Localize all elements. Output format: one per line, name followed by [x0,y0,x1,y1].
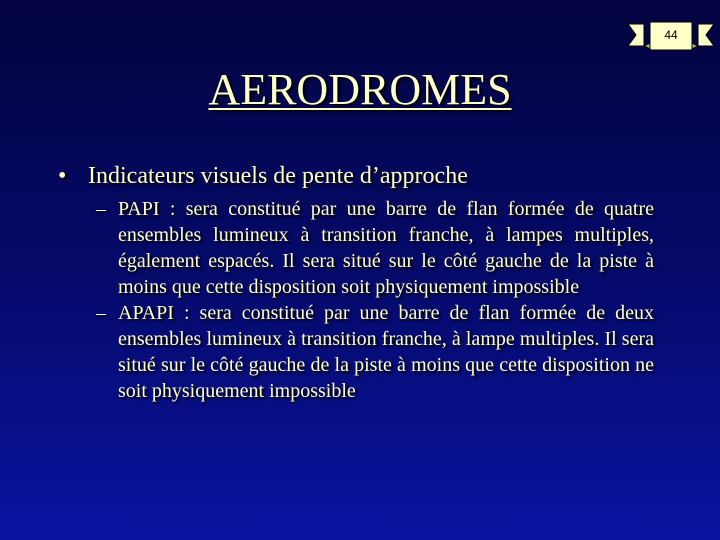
sub-bullet-marker: – [96,302,106,324]
sub-bullet-marker: – [96,198,106,220]
slide-title-text: AERODROMES [208,65,512,114]
slide-title [0,64,720,116]
slide-number: 44 [664,28,678,42]
sub-bullet-apapi [96,300,654,404]
sub-bullet-text: PAPI : sera constitué par une barre de flan formée de quatre ensembles lumineux à transition franche, à lampes multiples, également espacés. Il sera situé sur le côté gauche de la piste à moins que cette disposition soit physiquement impossible [118,198,654,298]
sub-bullet-papi [96,196,654,300]
main-bullet-text: Indicateurs visuels de pente d’approche [88,163,468,189]
sub-bullet-list [96,196,654,404]
main-bullet [58,161,678,191]
sub-bullet-text: APAPI : sera constitué par une barre de flan formée de deux ensembles lumineux à transition franche, à lampe multiples. Il sera situé sur le côté gauche de la piste à moins que cette disposition ne soit physiquement impossible [118,302,654,402]
slide-number-badge [628,14,714,54]
bullet-marker: • [58,163,67,189]
